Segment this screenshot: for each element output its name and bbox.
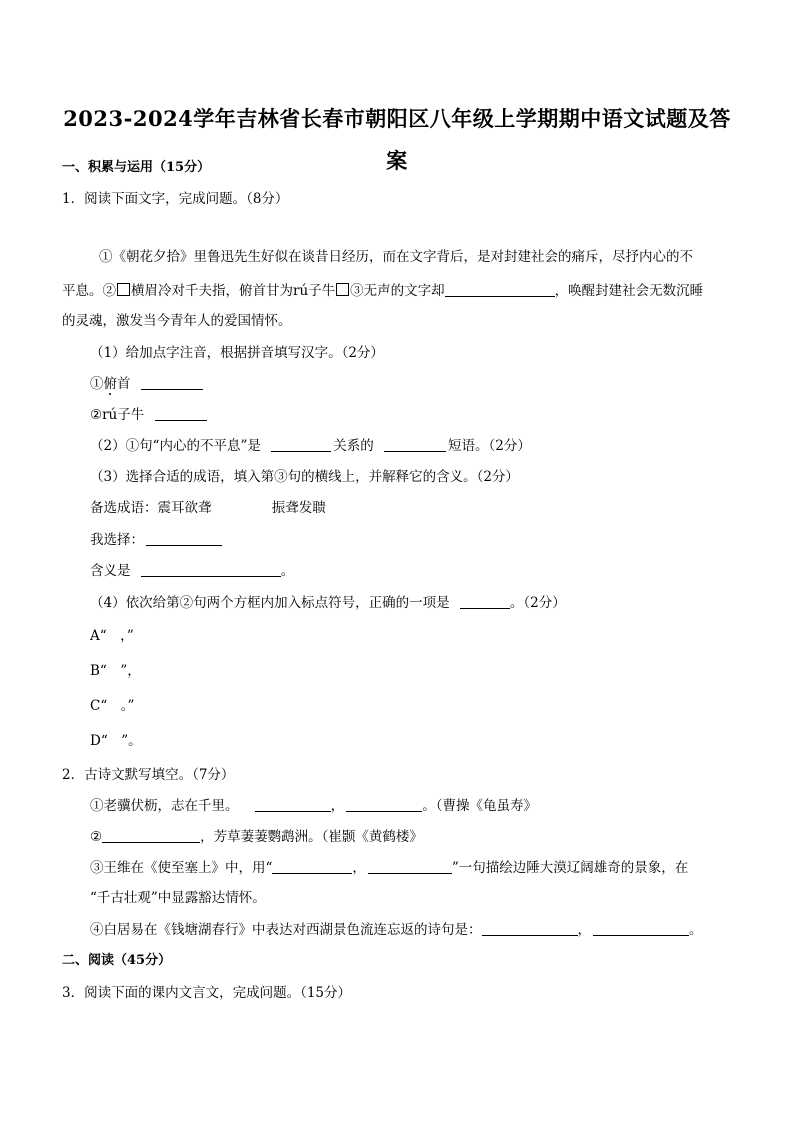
answer-blank[interactable]	[102, 828, 200, 843]
section-1-heading: 一、积累与运用（15分）	[62, 160, 211, 175]
q1-sub4-stem	[90, 593, 566, 613]
answer-blank[interactable]	[146, 531, 222, 546]
item-text: （4）依次给第②句两个方框内加入标点符号，正确的一项是	[90, 595, 450, 611]
q2-stem: 2．古诗文默写填空。（7分）	[62, 767, 235, 783]
answer-blank[interactable]	[271, 437, 331, 452]
q1-passage-line-1: ①《朝花夕拾》里鲁迅先生好似在谈昔日经历，而在文字背后，是对封建社会的痛斥，尽抒内心的不	[99, 249, 693, 265]
answer-blank[interactable]	[368, 859, 452, 874]
option-2: 振聋发聩	[271, 500, 326, 516]
item-text: ”一句描绘边陲大漠辽阔雄奇的景象，在	[451, 860, 689, 876]
item-text: 。（曹操《龟虽寿》	[422, 798, 538, 814]
answer-blank[interactable]	[445, 282, 555, 297]
item-text: ③王维在《使至塞上》中，用“	[90, 860, 273, 876]
passage-text: 横眉冷对千夫指，俯首甘为rú子牛	[131, 283, 336, 299]
dotted-char: 俯	[103, 376, 117, 392]
item-text: 。	[280, 563, 295, 579]
answer-blank[interactable]	[141, 375, 203, 390]
q1-passage-line-3: 的灵魂，激发当今青年人的爱国情怀。	[62, 313, 292, 329]
passage-text: ③无声的文字却	[350, 283, 445, 299]
item-text: 。（2分）	[509, 595, 566, 611]
item-text: ，	[352, 860, 366, 876]
q1-sub3-choose	[90, 530, 222, 550]
q1-stem: 1．阅读下面文字，完成问题。（8分）	[62, 191, 289, 207]
item-text: ④白居易在《钱塘湖春行》中表达对西湖景色流连忘返的诗句是：	[90, 922, 482, 938]
item-text: （2）①句“内心的不平息”是	[90, 438, 261, 454]
title-line-2: 案	[386, 148, 408, 173]
answer-blank[interactable]	[272, 859, 352, 874]
item-text: ，	[330, 798, 345, 814]
q2-line-2	[90, 827, 423, 847]
item-text: ，	[577, 922, 591, 938]
item-text: 首	[117, 376, 131, 392]
answer-blank[interactable]	[460, 594, 510, 609]
punctuation-box-1[interactable]	[117, 283, 130, 296]
item-text: 我选择：	[90, 532, 144, 548]
punctuation-box-2[interactable]	[336, 283, 349, 296]
q2-line-4: “千古壮观”中显露豁达情怀。	[90, 890, 266, 906]
q3-stem: 3．阅读下面的课内文言文，完成问题。（15分）	[62, 985, 352, 1001]
q1-sub4-option-c[interactable]: C“ 。”	[90, 698, 135, 714]
item-text: 关系的	[333, 438, 374, 454]
q2-line-1	[90, 796, 537, 816]
item-text: ②rú子牛	[90, 407, 145, 423]
q1-sub1-b	[90, 405, 207, 425]
q1-sub4-option-b[interactable]: B“ ”，	[90, 663, 141, 679]
item-text: ，芳草萋萋鹦鹉洲。（崔颢《黄鹤楼》	[200, 829, 423, 845]
passage-text: 平息。②	[62, 283, 116, 299]
q1-passage-line-2	[62, 281, 703, 301]
q1-sub2	[90, 436, 531, 456]
q1-sub1-stem: （1）给加点字注音，根据拼音填写汉字。（2分）	[90, 345, 384, 361]
item-text: 短语。（2分）	[448, 438, 531, 454]
item-text: ②	[90, 829, 103, 845]
options-label: 备选成语：震耳欲聋	[90, 500, 212, 516]
item-text: 。	[689, 922, 703, 938]
q1-sub3-options	[90, 498, 326, 518]
passage-text: ，唤醒封建社会无数沉睡	[554, 283, 704, 299]
answer-blank[interactable]	[346, 797, 422, 812]
item-text: ①老骥伏枥，志在千里。	[90, 798, 239, 814]
answer-blank[interactable]	[384, 437, 446, 452]
answer-blank[interactable]	[155, 406, 207, 421]
answer-blank[interactable]	[255, 797, 331, 812]
q2-line-3	[90, 858, 688, 878]
section-2-heading: 二、阅读（45分）	[62, 953, 172, 968]
q1-sub4-option-d[interactable]: D“ ”。	[90, 733, 142, 749]
answer-blank[interactable]	[141, 562, 281, 577]
q1-sub3-meaning	[90, 561, 294, 581]
q1-sub3-stem: （3）选择合适的成语，填入第③句的横线上，并解释它的含义。（2分）	[90, 469, 519, 485]
q1-sub1-a	[90, 374, 203, 394]
title-line-1: 2023-2024学年吉林省长春市朝阳区八年级上学期期中语文试题及答	[63, 106, 731, 131]
answer-blank[interactable]	[482, 921, 578, 936]
item-text: 含义是	[90, 563, 131, 579]
q2-line-5	[90, 920, 703, 940]
item-number: ①	[90, 376, 104, 392]
q1-sub4-option-a[interactable]: A“ ，”	[90, 628, 134, 644]
answer-blank[interactable]	[593, 921, 689, 936]
